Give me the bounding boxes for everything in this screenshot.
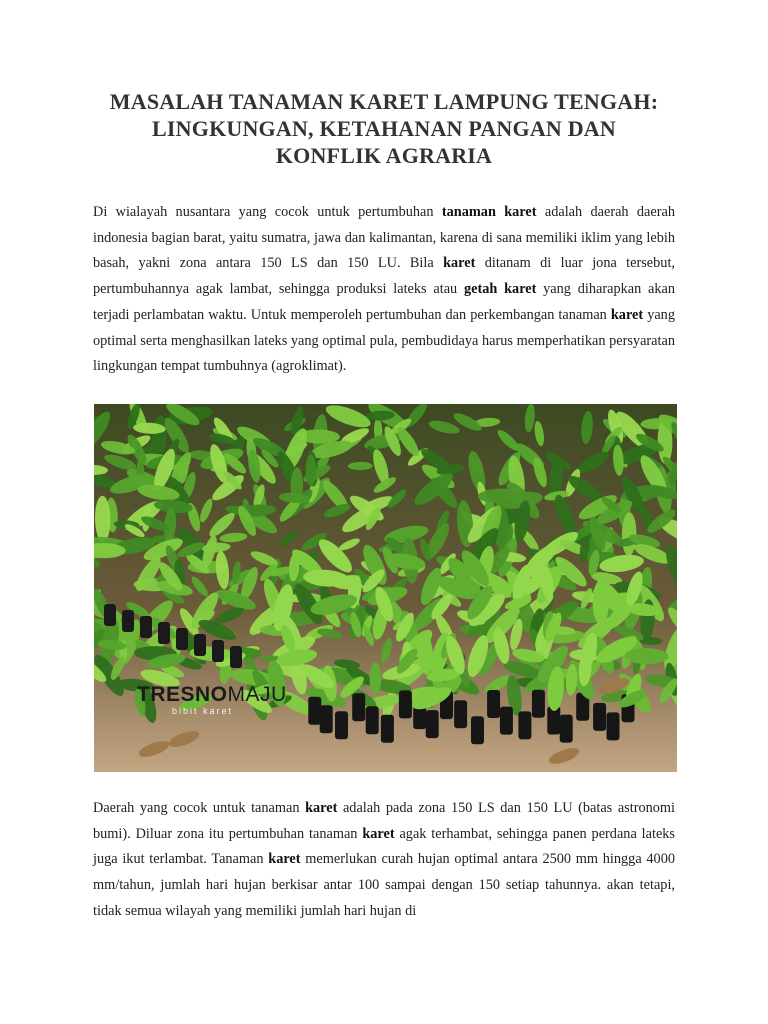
logo-text-maju: MAJU — [227, 683, 287, 706]
polybag-pot — [518, 711, 531, 739]
climate-paragraph — [93, 796, 675, 925]
leaf — [370, 662, 382, 694]
polybag-pot — [426, 710, 439, 738]
title-line-1: MASALAH TANAMAN KARET LAMPUNG TENGAH: — [109, 89, 659, 114]
title-line-2: LINGKUNGAN, KETAHANAN PANGAN DAN — [152, 116, 616, 141]
polybag-pot — [399, 690, 412, 718]
text-run: adalah daerah daerah indonesia bagian barat, yaitu sumatra, jawa dan kalimantan, karena di sana memiliki iklim yang lebih basah, yakni zona antara 150 LS dan 150 LU. Bila — [93, 204, 675, 272]
text-run: yang optimal serta menghasilkan lateks yang optimal pula, pembudidaya harus memperhatikan persyaratan lingkungan tempat tumbuhnya (agroklimat). — [93, 306, 675, 375]
polybag-pot — [320, 705, 333, 733]
article-title — [80, 88, 688, 169]
leaf — [306, 455, 316, 486]
text-run: agak terhambat, sehingga panen perdana lateks juga ikut terlambat. Tanaman — [93, 825, 675, 868]
polybag-pot — [176, 628, 188, 650]
polybag-pot — [560, 715, 573, 743]
polybag-pot — [607, 712, 620, 740]
tresnomaju-logo — [137, 684, 287, 716]
polybag-pot — [593, 703, 606, 731]
polybag-pot — [308, 697, 321, 725]
logo-text-tresno: TRESNO — [137, 683, 228, 706]
keyword-bold: karet — [268, 851, 301, 868]
leaf — [593, 580, 609, 625]
polybag-pot — [500, 707, 513, 735]
text-run: Daerah yang cocok untuk tanaman — [93, 800, 306, 816]
keyword-bold: tanaman karet — [441, 204, 537, 220]
polybag-pot — [471, 716, 484, 744]
polybag-pot — [352, 693, 365, 721]
text-run: Di wialayah nusantara yang cocok untuk pertumbuhan — [93, 204, 442, 220]
polybag-pot — [366, 706, 379, 734]
polybag-pot — [487, 690, 500, 718]
polybag-pot — [532, 690, 545, 718]
logo-subtitle: bibit karet — [172, 706, 234, 716]
polybag-pot — [454, 700, 467, 728]
title-line-3: KONFLIK AGRARIA — [275, 143, 493, 168]
intro-paragraph — [93, 200, 675, 380]
polybag-pot — [381, 715, 394, 743]
polybag-pot — [212, 640, 224, 662]
polybag-pot — [104, 604, 116, 626]
text-run: ditanam di luar jona tersebut, pertumbuhannya agak lambat, sehingga produksi lateks atau — [93, 255, 675, 298]
text-run: adalah pada zona 150 LS dan 150 LU (batas astronomi bumi). Diluar zona itu pertumbuhan tanaman — [93, 800, 676, 842]
seedlings-image — [94, 404, 677, 772]
keyword-bold: karet — [305, 800, 338, 816]
keyword-bold: karet — [610, 306, 644, 323]
text-run: memerlukan curah hujan optimal antara 2500 mm hingga 4000 mm/tahun, jumlah hari hujan berkisar antar 100 sampai dengan 150 setiap tahunnya. akan tetapi, tidak semua wilayah yang memiliki jumlah hari hujan di — [93, 851, 675, 919]
keyword-bold: karet — [443, 255, 476, 272]
polybag-pot — [335, 711, 348, 739]
polybag-pot — [140, 616, 152, 638]
polybag-pot — [122, 610, 134, 632]
polybag-pot — [230, 646, 242, 668]
text-run: yang diharapkan akan terjadi perlambatan waktu. Untuk memperoleh pertumbuhan dan perkembangan tanaman — [93, 281, 675, 323]
keyword-bold: getah karet — [463, 281, 537, 298]
polybag-pot — [158, 622, 170, 644]
keyword-bold: karet — [362, 825, 395, 842]
polybag-pot — [194, 634, 206, 656]
rubber-seedlings-photo — [94, 404, 677, 772]
